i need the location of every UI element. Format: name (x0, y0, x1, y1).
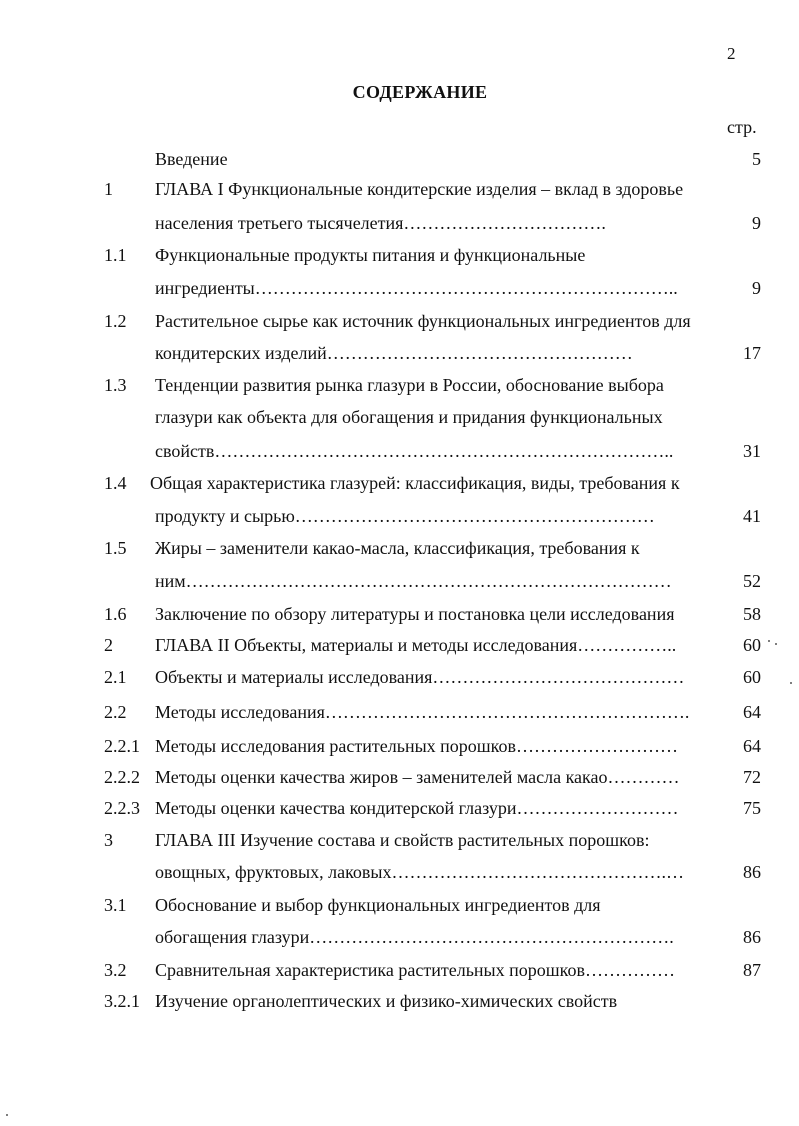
toc-entry-page: 9 (752, 278, 761, 298)
toc-entry-text: Растительное сырье как источник функциональных ингредиентов для (155, 311, 691, 331)
toc-entry-number: 1.1 (104, 245, 127, 265)
toc-entry-number: 2.2.1 (104, 736, 140, 756)
toc-entry-text: ГЛАВА III Изучение состава и свойств растительных порошков: (155, 830, 650, 850)
toc-entry-page: 60 (743, 667, 761, 687)
toc-entry-text: Общая характеристика глазурей: классификация, виды, требования к (150, 473, 680, 493)
toc-entry-text: Обоснование и выбор функциональных ингредиентов для (155, 895, 601, 915)
toc-entry-number: 2.1 (104, 667, 127, 687)
scan-speck (790, 682, 792, 684)
toc-entry-page: 31 (743, 441, 761, 461)
toc-entry-number: 2.2.3 (104, 798, 140, 818)
toc-entry-text: Объекты и материалы исследования…………………………………… (155, 667, 685, 687)
toc-entry-text: кондитерских изделий…………………………………………… (155, 343, 633, 363)
toc-entry-text: Методы оценки качества кондитерской глазури……………………… (155, 798, 679, 818)
toc-entry-page: 64 (743, 702, 761, 722)
scan-speck (768, 640, 770, 642)
page-column-label: стр. (727, 117, 757, 137)
toc-entry-page: 5 (752, 149, 761, 169)
toc-entry-text: овощных, фруктовых, лаковых……………………………………….… (155, 862, 685, 882)
toc-entry-text: Методы оценки качества жиров – заменителей масла какао………… (155, 767, 680, 787)
toc-entry-page: 60 (743, 635, 761, 655)
toc-entry-page: 75 (743, 798, 761, 818)
toc-entry-number: 3.2.1 (104, 991, 140, 1011)
toc-entry-text: Тенденции развития рынка глазури в России, обоснование выбора (155, 375, 664, 395)
toc-entry-page: 72 (743, 767, 761, 787)
toc-entry-text: Функциональные продукты питания и функциональные (155, 245, 586, 265)
toc-entry-text: Изучение органолептических и физико-химических свойств (155, 991, 618, 1011)
scan-speck (775, 643, 777, 645)
toc-entry-page: 52 (743, 571, 761, 591)
toc-entry-number: 2.2.2 (104, 767, 140, 787)
toc-entry-number: 1.6 (104, 604, 127, 624)
toc-entry-text: свойств………………………………………………………………….. (155, 441, 674, 461)
toc-entry-number: 1.3 (104, 375, 127, 395)
toc-entry-number: 3.2 (104, 960, 127, 980)
toc-entry-text: Жиры – заменители какао-масла, классификация, требования к (155, 538, 640, 558)
toc-entry-text: Сравнительная характеристика растительных порошков…………… (155, 960, 675, 980)
page-title: СОДЕРЖАНИЕ (352, 82, 488, 102)
toc-entry-text: ингредиенты…………………………………………………………….. (155, 278, 678, 298)
toc-entry-page: 86 (743, 927, 761, 947)
toc-entry-number: 1.2 (104, 311, 127, 331)
toc-entry-text: ГЛАВА II Объекты, материалы и методы исследования…………….. (155, 635, 677, 655)
page-number: 2 (727, 44, 736, 63)
toc-entry-page: 86 (743, 862, 761, 882)
scan-speck (6, 1114, 8, 1116)
toc-entry-text: обогащения глазури……………………………………………………. (155, 927, 674, 947)
toc-entry-text: ним……………………………………………………………………… (155, 571, 672, 591)
toc-entry-text: глазури как объекта для обогащения и придания функциональных (155, 407, 663, 427)
toc-entry-text: Заключение по обзору литературы и постановка цели исследования (155, 604, 675, 624)
toc-entry-number: 1 (104, 179, 113, 199)
toc-entry-number: 2.2 (104, 702, 127, 722)
toc-entry-number: 1.4 (104, 473, 127, 493)
toc-entry-text: Методы исследования……………………………………………………. (155, 702, 690, 722)
toc-entry-number: 3.1 (104, 895, 127, 915)
toc-entry-page: 9 (752, 213, 761, 233)
toc-entry-text: ГЛАВА I Функциональные кондитерские изделия – вклад в здоровье (155, 179, 684, 199)
toc-entry-page: 87 (743, 960, 761, 980)
toc-entry-page: 41 (743, 506, 761, 526)
toc-entry-number: 2 (104, 635, 113, 655)
toc-entry-text: населения третьего тысячелетия……………………………. (155, 213, 606, 233)
toc-entry-number: 1.5 (104, 538, 127, 558)
toc-entry-page: 64 (743, 736, 761, 756)
toc-entry-text: Методы исследования растительных порошков……………………… (155, 736, 678, 756)
toc-entry-page: 17 (743, 343, 761, 363)
toc-entry-number: 3 (104, 830, 113, 850)
toc-entry-page: 58 (743, 604, 761, 624)
toc-entry-text: Введение (155, 149, 228, 169)
toc-entry-text: продукту и сырью…………………………………………………… (155, 506, 655, 526)
